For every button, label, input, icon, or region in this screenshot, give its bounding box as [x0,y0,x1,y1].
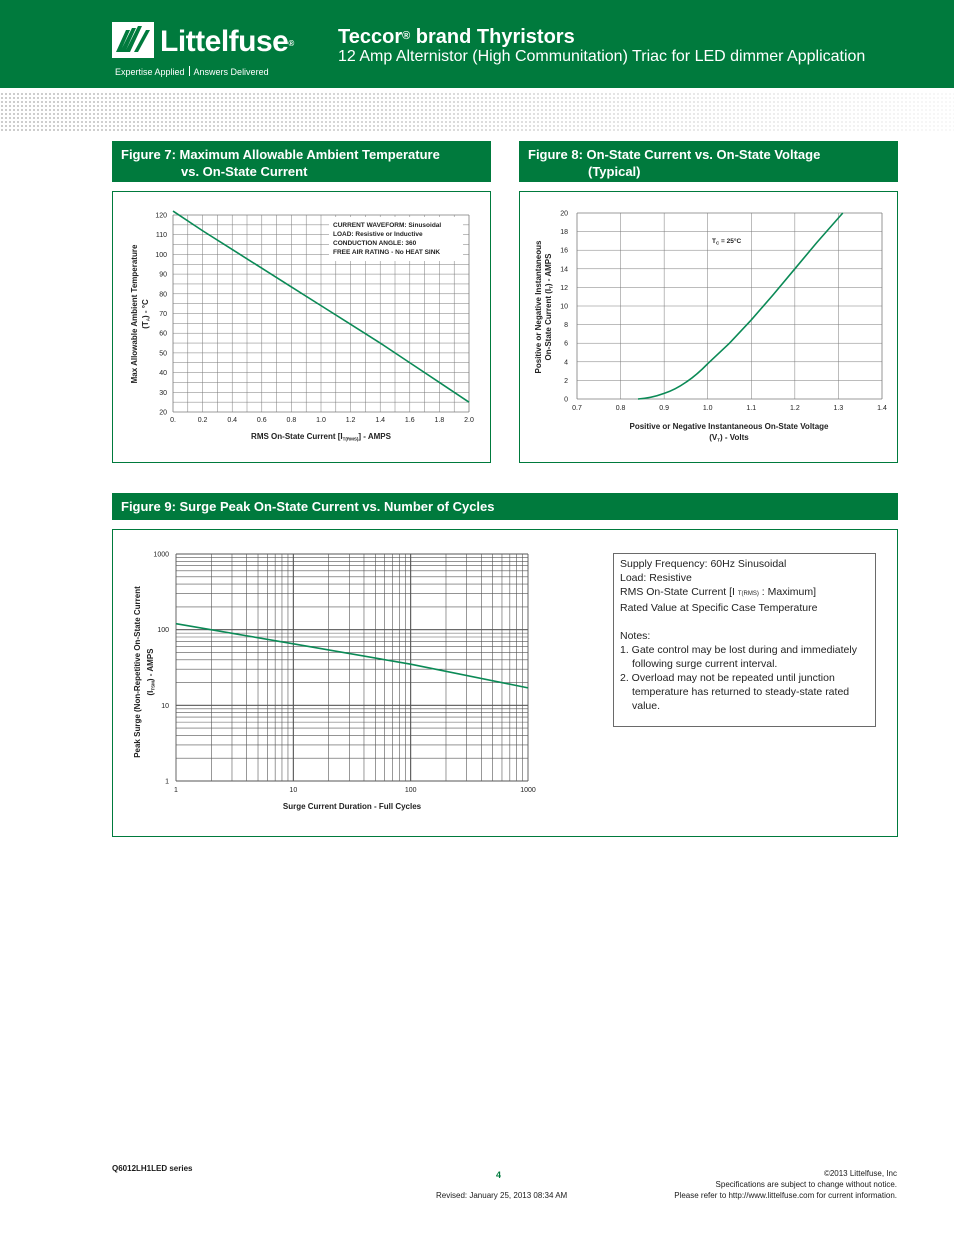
figure9-notes-box [613,553,876,727]
x-tick-label: 1.2 [789,405,800,412]
y-tick-label: 20 [159,409,167,417]
chart-annotation: FREE AIR RATING - No HEAT SINK [333,249,441,256]
y-tick-label: 4 [564,359,568,367]
y-tick-label: 10 [161,702,169,710]
footer-copyright: ©2013 Littelfuse, Inc [823,1169,897,1178]
x-axis-label: Surge Current Duration - Full Cycles [282,802,422,811]
figure8-panel [519,191,898,463]
footer-page-number: 4 [496,1170,502,1180]
footer-refer: Please refer to http://www.littelfuse.com for current information. [674,1191,897,1200]
y-tick-label: 60 [159,330,167,338]
x-tick-label: 1 [174,787,178,794]
chart-annotation: $T_C = 25^\circ C$ [712,238,742,246]
notes-title: Notes: [620,630,651,642]
notes-supply: Supply Frequency: 60Hz Sinusoidal [620,558,787,570]
y-axis-label: Peak Surge (Non-Repetitive On-State Current [133,586,142,758]
y-tick-label: 30 [159,389,167,397]
x-tick-label: 1.3 [833,405,844,412]
chart-annotation: LOAD: Resistive or Inductive [333,231,423,238]
figure7-chart [113,192,492,464]
x-axis-label-units: (VT) - Volts [709,433,749,443]
y-tick-label: 8 [564,322,568,330]
y-axis-label: Positive or Negative Instantaneous [534,240,543,374]
page-header [0,0,954,88]
footer-revised: Revised: January 25, 2013 08:34 AM [436,1191,568,1200]
x-tick-label: 10 [289,787,298,794]
y-tick-label: 1000 [153,551,169,559]
y-tick-label: 1 [165,778,169,786]
y-tick-label: 6 [564,340,568,348]
footer-legal [674,1168,897,1201]
y-tick-label: 2 [564,377,568,385]
y-tick-label: 10 [560,303,568,311]
y-axis-label-units: (ITSM) - AMPS [146,648,156,696]
x-tick-label: 1.8 [434,417,445,424]
x-tick-label: 0.7 [572,405,582,412]
x-tick-label: 1.2 [345,417,356,424]
y-tick-label: 100 [157,627,169,635]
x-tick-label: 0.8 [286,417,297,424]
x-tick-label: 0.6 [256,417,267,424]
figure7-heading: Figure 7: Maximum Allowable Ambient Temperature vs. On-State Current [112,141,491,182]
x-tick-label: 0.2 [197,417,208,424]
y-tick-label: 16 [560,247,568,255]
y-axis-label: Max Allowable Ambient Temperature [130,244,139,384]
figure7-panel [112,191,491,463]
x-tick-label: 100 [404,787,417,794]
note-2: 2. Overload may not be repeated until junction temperature has returned to steady-state rated value. [620,672,850,712]
y-tick-label: 70 [159,311,167,318]
footer-series: Q6012LH1LED series [112,1164,193,1173]
y-tick-label: 110 [155,232,167,240]
x-tick-label: 1.6 [404,417,415,424]
y-tick-label: 50 [159,350,167,358]
page-title: Teccor® brand Thyristors [338,26,575,48]
x-tick-label: 0.8 [615,405,626,412]
chart-annotation: CURRENT WAVEFORM: Sinusoidal [333,222,442,229]
notes-rated-value: Rated Value at Specific Case Temperature [620,602,818,614]
chart-annotation: CONDUCTION ANGLE: 360 [333,240,417,247]
figure8-chart [520,192,899,464]
x-tick-label: 1.1 [746,405,757,412]
notes-load: Load: Resistive [620,572,692,584]
logo-wordmark: Littelfuse® [160,25,294,58]
y-tick-label: 120 [155,212,167,220]
x-axis-label: Positive or Negative Instantaneous On-State Voltage [629,422,829,431]
y-tick-label: 40 [159,370,167,378]
x-tick-label: 1.0 [702,405,713,412]
x-tick-label: 0.4 [227,417,238,424]
x-axis-label: RMS On-State Current [IT(RMS)] - AMPS [251,432,391,442]
note-1: 1. Gate control may be lost during and immediately following surge current interval. [620,644,857,670]
y-tick-label: 14 [560,266,568,274]
y-tick-label: 18 [560,229,568,237]
y-axis-label-units: On-State Current (IT) - AMPS [544,253,554,361]
y-tick-label: 80 [159,291,167,299]
y-tick-label: 12 [560,284,568,292]
y-tick-label: 0 [564,396,568,404]
x-tick-label: 0.9 [659,405,670,412]
x-tick-label: 1000 [520,787,536,794]
x-tick-label: 2.0 [464,417,474,424]
logo-tagline: Expertise Applied Answers Delivered [115,67,269,77]
y-tick-label: 100 [155,251,167,259]
littelfuse-logo-icon [112,22,154,58]
notes-rms-current: RMS On-State Current [I T(RMS) : Maximum] [620,586,817,598]
page-subtitle: 12 Amp Alternistor (High Communitation) Triac for LED dimmer Application [338,48,866,65]
figure8-heading: Figure 8: On-State Current vs. On-State Voltage (Typical) [519,141,898,182]
x-tick-label: 1.0 [316,417,326,424]
footer-spec-notice: Specifications are subject to change without notice. [715,1180,897,1189]
x-tick-label: 1.4 [375,417,386,424]
y-tick-label: 90 [159,271,167,279]
x-tick-label: 1.4 [877,405,887,412]
y-axis-label-units: (TA) - °C [141,299,151,329]
x-tick-label: 0. [170,417,176,424]
y-tick-label: 20 [560,210,568,218]
figure9-heading: Figure 9: Surge Peak On-State Current vs. Number of Cycles [112,493,898,520]
